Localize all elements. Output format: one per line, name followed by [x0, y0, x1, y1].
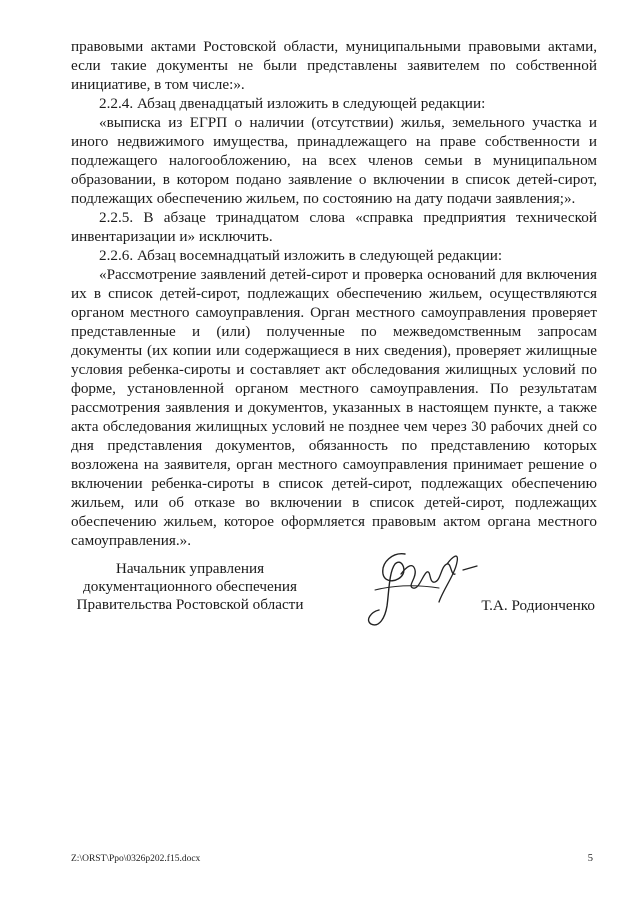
page-number: 5	[587, 853, 593, 864]
handwritten-signature	[343, 544, 503, 634]
paragraph-2-2-6-text: «Рассмотрение заявлений детей-сирот и проверка оснований для включения их в список детей-сирот, подлежащих обеспечению жильем, осуществляются органом местного самоуправления. Орган местного самоуправления проверяет представленные и (или) полученные по межведомственным запросам документы (их копии или содержащиеся в них сведения), проверяет жилищные условия ребенка-сироты и составляет акт обследования жилищных условий по форме, установленной органом местного самоуправления. По результатам рассмотрения заявления и документов, указанных в настоящем пункте, а также акта обследования жилищных условий не позднее чем через 30 рабочих дней со дня представления документов, обязанность по представлению которых возложена на заявителя, орган местного самоуправления принимает решение о включении ребенка-сироты в список детей-сирот, подлежащих обеспечению жильем, или об отказе во включении в список детей-сирот, подлежащих обеспечению жильем, которое оформляется правовым актом органа местного самоуправления.».	[71, 266, 597, 549]
paragraph-2-2-5: 2.2.5. В абзаце тринадцатом слова «справка предприятия технической инвентаризации и» исключить.	[71, 209, 597, 245]
paragraph-continuation: правовыми актами Ростовской области, муниципальными правовыми актами, если такие документы не были представлены заявителем по собственной инициативе, в том числе:».	[71, 38, 597, 93]
document-body	[71, 37, 597, 550]
paragraph-2-2-4: 2.2.4. Абзац двенадцатый изложить в следующей редакции:	[99, 95, 486, 112]
file-path: Z:\ORST\Ppo\0326p202.f15.docx	[71, 854, 201, 864]
signatory-position-line: Правительства Ростовской области	[76, 596, 304, 613]
signatory-position	[71, 560, 309, 614]
signature-block	[71, 560, 597, 620]
paragraph-2-2-6: 2.2.6. Абзац восемнадцатый изложить в следующей редакции:	[99, 247, 503, 264]
signatory-position-line: Начальник управления	[115, 560, 265, 577]
page-footer	[71, 853, 593, 865]
signatory-name: Т.А. Родионченко	[481, 597, 595, 614]
signatory-position-line: документационного обеспечения	[83, 578, 297, 595]
paragraph-2-2-4-text: «выписка из ЕГРП о наличии (отсутствии) жилья, земельного участка и иного недвижимого имущества, принадлежащего на праве собственности и подлежащего налогообложению, на всех членов семьи в муниципальном образовании, в котором подано заявление о включении в список детей-сирот, подлежащих обеспечению жильем, по состоянию на дату подачи заявления;».	[71, 114, 597, 207]
